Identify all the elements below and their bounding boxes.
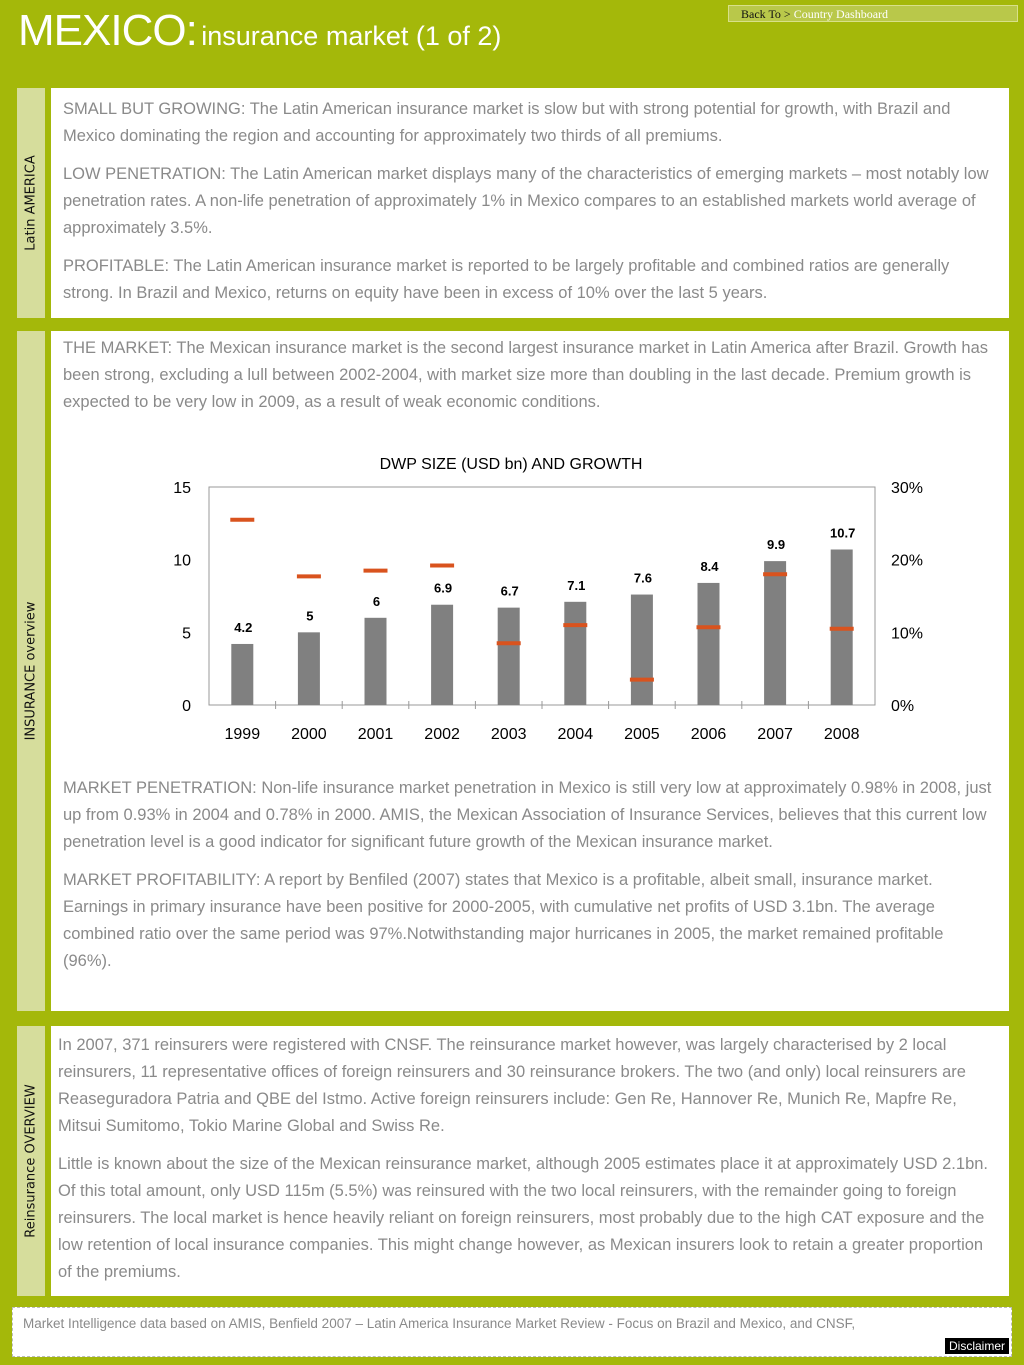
section-body [51,88,1009,318]
paragraph: In 2007, 371 reinsurers were registered with CNSF. The reinsurance market however, was largely characterised by 2 local reinsurers, 11 representative offices of foreign reinsurers and 30 reinsurance brokers. The two (and only) local reinsurers are Reaseguradora Patria and QBE del Istmo. Active foreign reinsurers include: Gen Re, Hannover Re, Munich Re, Mapfre Re, Mitsui Sumitomo, Tokio Marine Global and Swiss Re. [58,1036,966,1135]
y2-tick-label: 20% [891,552,924,570]
bar [298,632,320,705]
data-label: 7.1 [567,577,586,593]
title-subtitle: insurance market (1 of 2) [201,21,502,51]
bar [498,608,520,705]
back-to-bar [728,5,1018,22]
x-tick-label: 2005 [624,726,660,743]
y-tick-label: 15 [173,480,191,497]
y2-tick-label: 30% [891,480,924,497]
footer [12,1307,1012,1357]
bar [698,583,720,705]
disclaimer-link[interactable]: Disclaimer [945,1338,1009,1354]
data-label: 6.7 [500,583,519,599]
y-tick-label: 0 [182,698,191,715]
data-label: 10.7 [830,525,856,541]
country-dashboard-link[interactable]: Country Dashboard [793,7,889,21]
data-label: 9.9 [767,537,786,553]
section-tab [17,331,45,1011]
section-tab [17,88,45,318]
x-tick-label: 2003 [490,726,527,743]
x-tick-label: 2002 [424,726,460,743]
x-tick-label: 1999 [224,726,261,743]
paragraph: LOW PENETRATION: The Latin American market displays many of the characteristics of emerging markets – most notably low penetration rates. A non-life penetration of approximately 1% in Mexico compares to an established markets world average of approximately 3.5%. [63,165,989,237]
chart-title: DWP SIZE (USD bn) AND GROWTH [379,456,643,473]
y2-tick-label: 0% [891,698,915,715]
section-body [51,331,1009,1011]
section-label: Latin AMERICA [23,155,39,251]
data-label: 6 [372,593,381,609]
bar [365,618,387,705]
section-body [51,1026,1009,1296]
x-tick-label: 2001 [357,726,394,743]
bar [631,595,653,705]
bar [564,602,586,705]
section-label: Reinsurance OVERVIEW [23,1084,39,1238]
dwp-chart [51,443,1009,763]
page-title [18,6,501,56]
insurance-overview-section [17,331,1009,1011]
data-label: 5 [306,608,314,624]
data-label: 7.6 [633,570,652,586]
data-label: 6.9 [434,580,453,596]
paragraph: MARKET PROFITABILITY: A report by Benfiled (2007) states that Mexico is a profitable, albeit small, insurance market. Earnings in primary insurance have been positive for 2000-2005, with cumulative net profits of USD 3.1bn. The average combined ratio over the same period was 97%.Notwithstanding major hurricanes in 2005, the market remained profitable (96%). [63,871,944,970]
bar [764,561,786,705]
latin-america-section [17,88,1009,318]
paragraph: PROFITABLE: The Latin American insurance market is reported to be largely profitable and combined ratios are generally strong. In Brazil and Mexico, returns on equity have been in excess of 10% over the last 5 years. [63,257,950,302]
data-label: 4.2 [234,619,253,635]
paragraph: THE MARKET: The Mexican insurance market is the second largest insurance market in Latin America after Brazil. Growth has been strong, excluding a lull between 2002-2004, with market size more than doubling in the last decade. Premium growth is expected to be very low in 2009, as a result of weak economic conditions. [63,339,988,411]
reinsurance-overview-section [17,1026,1009,1296]
back-prefix: Back To > [741,7,791,21]
section-label: INSURANCE overview [23,601,39,741]
section-tab [17,1026,45,1296]
paragraph: Little is known about the size of the Mexican reinsurance market, although 2005 estimates place it at approximately USD 2.1bn. Of this total amount, only USD 115m (5.5%) was reinsured with the two local reinsurers, with the remainder going to foreign reinsurers. The local market is hence heavily reliant on foreign reinsurers, most probably due to the high CAT exposure and the low retention of local insurance companies. This might change however, as Mexican insurers look to retain a greater proportion of the premiums. [58,1155,989,1281]
x-tick-label: 2000 [291,726,327,743]
x-tick-label: 2004 [557,726,594,743]
y-tick-label: 10 [173,552,191,570]
paragraph: SMALL BUT GROWING: The Latin American insurance market is slow but with strong potential for growth, with Brazil and Mexico dominating the region and accounting for approximately two thirds of all premiums. [63,100,951,145]
y2-tick-label: 10% [891,625,924,643]
x-tick-label: 2008 [823,726,860,743]
bar [431,605,453,705]
x-tick-label: 2007 [757,726,793,743]
data-label: 8.4 [700,558,719,574]
x-tick-label: 2006 [690,726,727,743]
bar [231,644,253,705]
paragraph: MARKET PENETRATION: Non-life insurance market penetration in Mexico is still very low at approximately 0.98% in 2008, just up from 0.93% in 2004 and 0.78% in 2000. AMIS, the Mexican Association of Insurance Services, believes that this current low penetration level is a good indicator for significant future growth of the Mexican insurance market. [63,779,992,851]
y-tick-label: 5 [182,625,191,643]
footer-sources: Market Intelligence data based on AMIS, Benfield 2007 – Latin America Insurance Market Review - Focus on Brazil and Mexico, and CNSF, [23,1316,856,1331]
title-country: MEXICO: [18,6,197,55]
